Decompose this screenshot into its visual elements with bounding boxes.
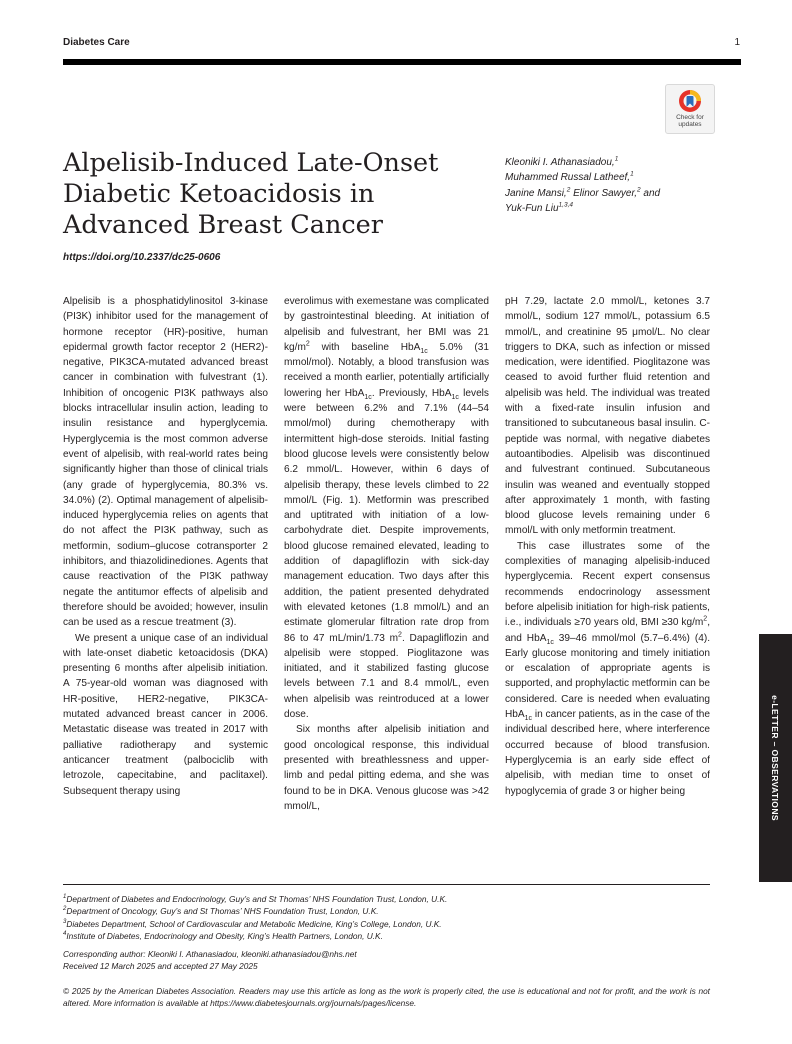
affil-sup: 4 — [63, 931, 67, 938]
header-rule — [63, 59, 741, 65]
body-paragraph — [284, 722, 489, 814]
affiliation-list — [63, 893, 723, 942]
author-name: Yuk-Fun Liu — [505, 202, 559, 214]
author-affil-sup: 1 — [630, 170, 634, 178]
author-line — [505, 201, 735, 216]
superscript: 2 — [703, 615, 708, 623]
page-number: 1 — [734, 37, 740, 48]
title-line: Advanced Breast Cancer — [63, 210, 383, 240]
affil-sup: 1 — [63, 894, 67, 901]
author-line — [505, 155, 735, 170]
body-column-3 — [505, 294, 710, 799]
author-name: Kleoniki I. Athanasiadou, — [505, 157, 615, 168]
author-list — [505, 155, 735, 216]
author-name: Janine Mansi, — [505, 187, 567, 199]
affil-sup: 2 — [63, 906, 67, 913]
footnote-rule — [63, 884, 710, 885]
author-affil-sup: 2 — [566, 186, 571, 194]
title-line: Diabetic Ketoacidosis in — [63, 179, 375, 209]
text-run: 5.0% (31 mmol/mol). Notably, a blood transfusion was received a month earlier, potentially artificially lowering her HbA — [284, 341, 489, 399]
subscript: 1c — [451, 393, 459, 401]
section-side-tab — [759, 634, 792, 882]
crossmark-icon — [678, 89, 702, 113]
body-paragraph: We present a unique case of an individual with late-onset diabetic ketoacidosis (DKA) presenting 6 months after alpelisib initiation. A 75-year-old woman was diagnosed with HR-positive, HER2-negative, PIK3CA-mutated advanced breast cancer in 2006. Metastatic disease was treated in 2017 with palliative radiotherapy and systemic anticancer treatment (palbociclib with letrozole, capecitabine, and paclitaxel). Subsequent therapy using — [63, 632, 268, 797]
body-paragraph: Alpelisib is a phosphatidylinositol 3-kinase (PI3K) inhibitor used for the management of hormone receptor (HR)-positive, human epidermal growth factor receptor 2 (HER2)-negative, PIK3CA-mutated advanced breast cancer in combination with fulvestrant (1). Inhibition of oncogenic PI3K pathways also blocks intracellular insulin action, leading to insulin resistance and hyperglycemia. Hyperglycemia is the most common adverse event of alpelisib, with real-world rates being significantly higher than those of clinical trials (any grade of hyperglycemia, 80.3% vs. 34.0%) (2). Optimal management of alpelisib-induced hyperglycemia relies on agents that do not affect the PI3K pathway, such as metformin, sodium–glucose cotransporter 2 inhibitors, and thiazolidinediones. Agents that cause reactivation of the PI3K pathway negate the antitumor effects of alpelisib and therefore should be avoided; however, insulin can be used as a rescue treatment (3). — [63, 296, 268, 629]
subscript: 1c — [364, 393, 372, 401]
correspondence-block — [63, 948, 723, 973]
subscript: 1c — [546, 638, 554, 646]
body-paragraph — [505, 539, 710, 799]
text-run: This case illustrates some of the complexities of managing alpelisib-induced hyperglycemia. Recent expert consensus recommends endocrinology assessment before alpelisib initiation for high-risk patients, i.e., individuals ≥70 years old, BMI ≥30 kg/m — [505, 540, 710, 629]
author-name: Elinor Sawyer, — [570, 187, 638, 199]
affiliation-item — [63, 930, 723, 942]
affiliation-item — [63, 893, 723, 905]
copyright-notice: © 2025 by the American Diabetes Association. Readers may use this article as long as the work is properly cited, the use is educational and not for profit, and the work is not altered. More information is available at https://www.diabetesjournals.org/journals/pages/license. — [63, 986, 710, 1009]
text-run: . Previously, HbA — [371, 387, 452, 399]
body-paragraph — [284, 294, 489, 722]
author-name: Muhammed Russal Latheef, — [505, 172, 631, 184]
corresponding-author[interactable]: Corresponding author: Kleoniki I. Athanasiadou, kleoniki.athanasiadou@nhs.net — [63, 949, 357, 959]
text-run: levels were between 6.2% and 7.1% (44–54 mmol/mol) during chemotherapy with intermittent high-dose steroids. Initial fasting blood glucose levels were consistently below 6.2 mmol/L. However, within 6 days of alpelisib therapy, these levels climbed to 22 mmol/L (Fig. 1). Metformin was prescribed and uptitrated with initiation of a low-carbohydrate diet. Despite improvements, blood glucose remained elevated, leading to addition of dapagliflozin with sick-day management education. Two days after this addition, the patient presented dehydrated with elevated ketones (1.8 mmol/L) and an estimate glomerular filtration rate drop from 86 to 47 mL/min/1.73 m — [284, 387, 489, 644]
author-line — [505, 170, 735, 185]
affiliation-text: Department of Oncology, Guy’s and St Thomas’ NHS Foundation Trust, London, U.K. — [66, 906, 379, 917]
superscript: 2 — [305, 340, 310, 348]
side-tab-label: e-LETTER – OBSERVATIONS — [770, 695, 780, 821]
superscript: 2 — [398, 631, 402, 639]
author-conjunction: and — [640, 187, 661, 199]
affiliation-item — [63, 905, 723, 917]
subscript: 1c — [420, 347, 428, 355]
received-dates: Received 12 March 2025 and accepted 27 May 2025 — [63, 961, 258, 972]
text-run: pH 7.29, lactate 2.0 mmol/L, ketones 3.7 mmol/L, sodium 127 mmol/L, potassium 6.5 mmol/L, and creatinine 95 μmol/L. No clear triggers to DKA, such as infection or missed medication, were identified. Pioglitazone was ceased to avoid further fluid retention and alpelisib was held. The individual was treated with a fixed-rate insulin infusion and transitioned to subcutaneous basal insulin. C-peptide was normal, with negative diabetes autoantibodies. Alpelisib was discontinued and fulvestrant continued. Subcutaneous insulin was weaned and eventually stopped after approximately 1 month, with fasting blood glucose levels remaining under 6 mmol/L with only metformin treatment. — [505, 296, 710, 537]
text-run: in cancer patients, as in the case of the individual described here, where interference occurred because of blood transfusion. Hyperglycemia is an early side effect of alpelisib, with median time to onset of hypoglycemia of grade 3 or higher being — [505, 709, 710, 797]
text-run: everolimus with exemestane was complicated by gastrointestinal bleeding. At initiation of alpelisib and fulvestrant, her BMI was 21 kg/m — [284, 296, 489, 353]
journal-name: Diabetes Care — [63, 37, 130, 48]
doi-link[interactable]: https://doi.org/10.2337/dc25-0606 — [63, 252, 221, 263]
body-column-2 — [284, 294, 489, 814]
author-line — [505, 186, 735, 201]
text-run: 39–46 mmol/mol (5.7–6.4%) (4). Early glucose monitoring and timely initiation or escalation of appropriate agents is supported, and prophylactic metformin can be considered. Care is needed when evaluating HbA — [505, 632, 710, 721]
affiliation-item — [63, 918, 723, 930]
text-run: . Dapagliflozin and alpelisib were stopped. Pioglitazone was initiated, and it stabilized fasting glucose levels between 7.1 and 8.4 mmol/L, even when alpelisib was reintroduced at a lower dose. — [284, 632, 489, 721]
author-affil-sup: 1 — [614, 155, 619, 163]
subscript: 1c — [524, 715, 533, 723]
affil-sup: 3 — [63, 918, 67, 925]
text-run: , and HbA — [505, 617, 710, 644]
text-run: with baseline HbA — [309, 341, 421, 353]
body-paragraph — [505, 294, 710, 539]
text-run: Six months after alpelisib initiation and good oncological response, this individual presented with breathlessness and upper-limb and pedal pitting edema, and she was found to be in DKA. Venous glucose was >42 mmol/L, — [284, 724, 489, 812]
author-affil-sup: 1,3,4 — [558, 201, 574, 209]
affiliation-text: Department of Diabetes and Endocrinology, Guy’s and St Thomas’ NHS Foundation Trust, London, U.K. — [66, 894, 448, 904]
check-for-updates-badge[interactable] — [665, 84, 715, 134]
badge-label-line2: updates — [678, 121, 702, 128]
affiliation-text: Institute of Diabetes, Endocrinology and Obesity, King’s Health Partners, London, U.K. — [66, 930, 383, 941]
title-line: Alpelisib-Induced Late-Onset — [63, 148, 439, 178]
article-title — [63, 148, 483, 241]
body-column-1 — [63, 294, 268, 799]
author-affil-sup: 2 — [637, 186, 641, 194]
badge-label-line1: Check for — [676, 114, 704, 121]
affiliation-text: Diabetes Department, School of Cardiovascular and Metabolic Medicine, King’s College, London, U.K. — [66, 918, 442, 929]
